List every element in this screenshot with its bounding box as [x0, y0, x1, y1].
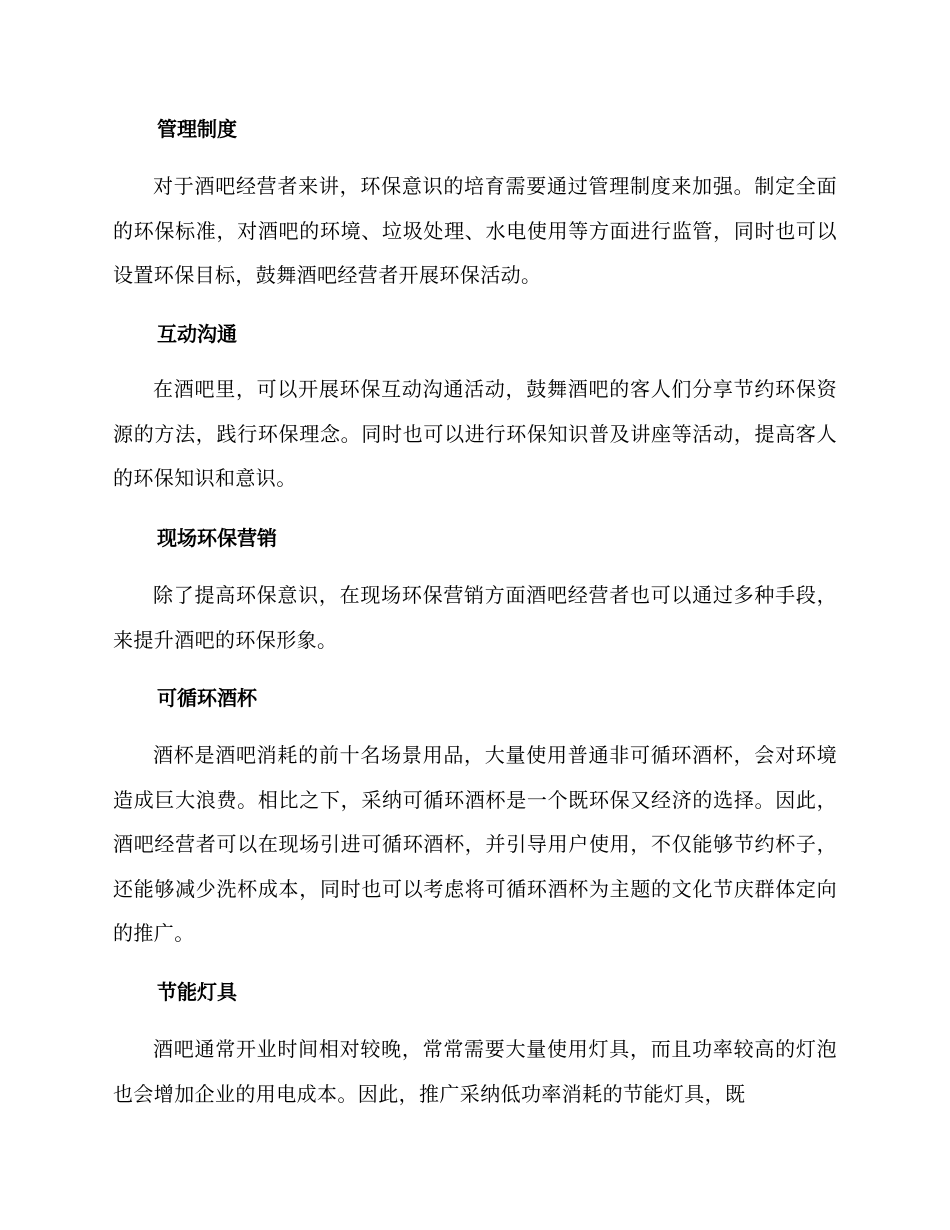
- section-heading: 可循环酒杯: [157, 686, 257, 710]
- section-paragraph: 酒吧通常开业时间相对较晚，常常需要大量使用灯具，而且功率较高的灯泡也会增加企业的用电成本。因此，推广采纳低功率消耗的节能灯具，既: [113, 1037, 837, 1106]
- section-paragraph: 除了提高环保意识，在现场环保营销方面酒吧经营者也可以通过多种手段，来提升酒吧的环保形象。: [113, 583, 837, 652]
- section-paragraph: 酒杯是酒吧消耗的前十名场景用品，大量使用普通非可循环酒杯，会对环境造成巨大浪费。相比之下，采纳可循环酒杯是一个既环保又经济的选择。因此，酒吧经营者可以在现场引进可循环酒杯，并引导用户使用，不仅能够节约杯子，还能够减少洗杯成本，同时也可以考虑将可循环酒杯为主题的文化节庆群体定向的推广。: [113, 743, 837, 945]
- section-paragraph: 在酒吧里，可以开展环保互动沟通活动，鼓舞酒吧的客人们分享节约环保资源的方法，践行环保理念。同时也可以进行环保知识普及讲座等活动，提高客人的环保知识和意识。: [113, 377, 837, 490]
- section-heading: 互动沟通: [157, 322, 237, 346]
- section-heading: 节能灯具: [157, 980, 237, 1004]
- section-heading: 现场环保营销: [157, 526, 277, 550]
- section-paragraph: 对于酒吧经营者来讲，环保意识的培育需要通过管理制度来加强。制定全面的环保标准，对酒吧的环境、垃圾处理、水电使用等方面进行监管，同时也可以设置环保目标，鼓舞酒吧经营者开展环保活动。: [113, 174, 837, 287]
- section-heading: 管理制度: [157, 117, 237, 141]
